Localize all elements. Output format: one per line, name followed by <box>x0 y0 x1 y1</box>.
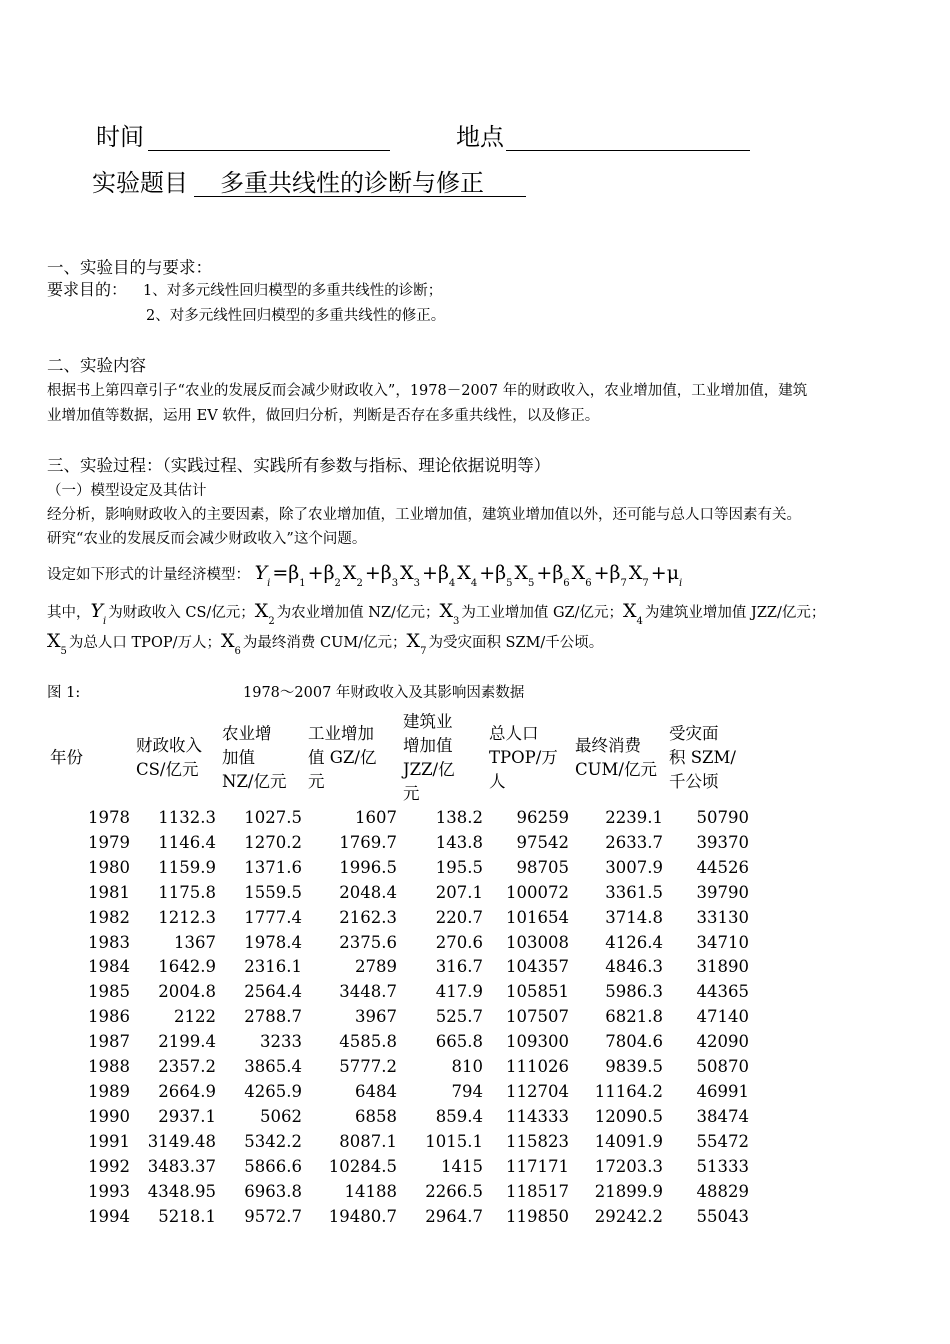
year-cell: 1990 <box>88 1106 130 1126</box>
table-cell: 1270.2 <box>244 832 302 852</box>
table-cell: 2788.7 <box>244 1007 302 1027</box>
table-cell: 3448.7 <box>339 982 397 1002</box>
table-cell: 104357 <box>506 957 569 977</box>
year-cell: 1982 <box>88 907 130 927</box>
table-row <box>44 955 749 980</box>
table-cell: 4846.3 <box>605 957 663 977</box>
table-cell: 4348.95 <box>147 1181 216 1201</box>
table-row <box>44 1030 749 1055</box>
table-cell: 9839.5 <box>605 1057 663 1077</box>
table-cell: 47140 <box>696 1007 749 1027</box>
variable-defs-line-2: $X_5$为总人口 TPOP/万人；$X_6$为最终消费 CUM/亿元；$X_7$为受灾面积 SZM/千公顷。 <box>47 630 604 657</box>
subsection-model: （一）模型设定及其估计 <box>47 483 207 499</box>
table-cell: 96259 <box>516 808 569 827</box>
table-cell: 794 <box>451 1081 483 1101</box>
table-row <box>44 980 749 1005</box>
content-line-1: 根据书上第四章引子“农业的发展反而会减少财政收入”，1978－2007 年的财政收入，农业增加值，工业增加值，建筑 <box>47 383 808 399</box>
table-cell: 2004.8 <box>158 982 216 1002</box>
table-cell: 6821.8 <box>605 1007 663 1027</box>
table-cell: 4126.4 <box>605 932 663 952</box>
table-row <box>44 1105 749 1130</box>
year-cell: 1983 <box>88 932 130 952</box>
column-header: 建筑业 增加值 JZZ/亿 元 <box>403 712 455 803</box>
table-cell: 859.4 <box>435 1106 483 1126</box>
table-cell: 6963.8 <box>244 1181 302 1201</box>
table-cell: 1642.9 <box>158 957 216 977</box>
column-header: 最终消费 CUM/亿元 <box>575 736 657 779</box>
time-blank[interactable] <box>148 150 390 151</box>
table-body <box>44 806 749 1229</box>
table-cell: 8087.1 <box>339 1131 397 1151</box>
table-cell: 29242.2 <box>594 1206 663 1226</box>
table-row <box>44 1055 749 1080</box>
table-cell: 111026 <box>506 1057 569 1077</box>
table-cell: 1607 <box>355 808 397 827</box>
table-cell: 2048.4 <box>339 882 397 902</box>
table-cell: 100072 <box>506 882 569 902</box>
column-header: 受灾面 积 SZM/ 千公顷 <box>669 724 736 791</box>
table-cell: 810 <box>451 1057 483 1077</box>
table-cell: 119850 <box>506 1206 569 1226</box>
table-cell: 3361.5 <box>605 882 663 902</box>
table-row <box>44 931 749 956</box>
table-cell: 2789 <box>355 957 397 977</box>
table-cell: 1371.6 <box>244 857 302 877</box>
table-cell: 6858 <box>355 1106 397 1126</box>
table-cell: 1559.5 <box>244 882 302 902</box>
model-label: 设定如下形式的计量经济模型： <box>47 567 250 583</box>
table-cell: 105851 <box>506 982 569 1002</box>
year-cell: 1992 <box>88 1156 130 1176</box>
year-cell: 1994 <box>88 1206 130 1226</box>
table-cell: 42090 <box>696 1032 749 1052</box>
table-cell: 44365 <box>696 982 749 1002</box>
table-cell: 10284.5 <box>328 1156 397 1176</box>
column-header: 财政收入 CS/亿元 <box>136 736 202 779</box>
data-table <box>44 710 749 1229</box>
year-cell: 1984 <box>88 957 130 977</box>
table-cell: 1769.7 <box>339 832 397 852</box>
table-cell: 98705 <box>516 857 569 877</box>
table-cell: 1978.4 <box>244 932 302 952</box>
table-cell: 316.7 <box>435 957 483 977</box>
table-cell: 17203.3 <box>594 1156 663 1176</box>
column-header: 农业增 加值 NZ/亿元 <box>222 724 287 791</box>
table-cell: 138.2 <box>435 808 483 827</box>
model-formula: 设定如下形式的计量经济模型： $Y_i =\beta_1 +\beta_2$ $X_2 +\beta_3$ $X_3 +\beta_4$ $X_4 +\beta_5$ $X_5 +\beta_6$ $X_6 +\beta_7$ $X_7 +\mu_i$ <box>47 562 683 589</box>
year-cell: 1993 <box>88 1181 130 1201</box>
table-row <box>44 1155 749 1180</box>
table-cell: 417.9 <box>435 982 483 1002</box>
table-cell: 1415 <box>441 1156 483 1176</box>
table-cell: 39790 <box>696 882 749 902</box>
column-header: 总人口 TPOP/万 人 <box>489 724 558 791</box>
table-cell: 114333 <box>506 1106 569 1126</box>
variable-defs-line-1: 其中，$Y_i$为财政收入 CS/亿元；$X_2$为农业增加值 NZ/亿元；$X_3$为工业增加值 GZ/亿元；$X_4$为建筑业增加值 JZZ/亿元； <box>47 600 826 627</box>
year-cell: 1978 <box>88 808 130 827</box>
table-cell: 44526 <box>696 857 749 877</box>
requirement-label: 要求目的： <box>47 280 128 299</box>
table-cell: 31890 <box>696 957 749 977</box>
year-cell: 1986 <box>88 1007 130 1027</box>
section2-title: 二、实验内容 <box>47 356 146 375</box>
table-cell: 112704 <box>506 1081 569 1101</box>
table-cell: 118517 <box>506 1181 569 1201</box>
table-cell: 2316.1 <box>244 957 302 977</box>
table-cell: 50870 <box>696 1057 749 1077</box>
figure-title: 1978～2007 年财政收入及其影响因素数据 <box>243 685 525 701</box>
figure-label: 图 1: <box>47 685 81 701</box>
table-row <box>44 806 749 831</box>
table-row <box>44 906 749 931</box>
year-cell: 1979 <box>88 832 130 852</box>
table-cell: 2162.3 <box>339 907 397 927</box>
table-row <box>44 881 749 906</box>
table-cell: 1996.5 <box>339 857 397 877</box>
table-cell: 3483.37 <box>147 1156 216 1176</box>
table-cell: 12090.5 <box>594 1106 663 1126</box>
table-cell: 101654 <box>506 907 569 927</box>
table-cell: 4585.8 <box>339 1032 397 1052</box>
table-row <box>44 1005 749 1030</box>
table-row <box>44 1180 749 1205</box>
table-cell: 109300 <box>506 1032 569 1052</box>
table-cell: 6484 <box>355 1081 397 1101</box>
table-cell: 48829 <box>696 1181 749 1201</box>
table-cell: 115823 <box>506 1131 569 1151</box>
table-cell: 14091.9 <box>594 1131 663 1151</box>
table-cell: 1132.3 <box>158 808 216 827</box>
table-cell: 5062 <box>260 1106 302 1126</box>
table-cell: 21899.9 <box>594 1181 663 1201</box>
table-cell: 3714.8 <box>605 907 663 927</box>
table-cell: 1159.9 <box>158 857 216 877</box>
content-line-2: 业增加值等数据，运用 EV 软件，做回归分析，判断是否存在多重共线性，以及修正。 <box>47 408 600 424</box>
table-cell: 19480.7 <box>328 1206 397 1226</box>
table-cell: 39370 <box>696 832 749 852</box>
time-label: 时间 <box>96 123 144 151</box>
table-row <box>44 1130 749 1155</box>
section1-title: 一、实验目的与要求： <box>47 258 212 277</box>
topic-value: 多重共线性的诊断与修正 <box>220 169 484 197</box>
table-cell: 103008 <box>506 932 569 952</box>
topic-underline <box>194 196 526 197</box>
table-cell: 2199.4 <box>158 1032 216 1052</box>
place-label: 地点 <box>456 123 504 151</box>
table-cell: 5986.3 <box>605 982 663 1002</box>
table-cell: 51333 <box>696 1156 749 1176</box>
table-cell: 7804.6 <box>605 1032 663 1052</box>
table-cell: 50790 <box>696 808 749 827</box>
table-cell: 117171 <box>506 1156 569 1176</box>
table-cell: 2633.7 <box>605 832 663 852</box>
table-cell: 55472 <box>696 1131 749 1151</box>
table-header-row <box>44 710 749 806</box>
table-cell: 2937.1 <box>158 1106 216 1126</box>
table-cell: 1146.4 <box>158 832 216 852</box>
table-cell: 97542 <box>516 832 569 852</box>
table-cell: 3149.48 <box>147 1131 216 1151</box>
table-cell: 3967 <box>355 1007 397 1027</box>
table-cell: 2564.4 <box>244 982 302 1002</box>
year-cell: 1988 <box>88 1057 130 1077</box>
table-cell: 2357.2 <box>158 1057 216 1077</box>
column-header: 工业增加 值 GZ/亿 元 <box>308 724 377 791</box>
table-cell: 9572.7 <box>244 1206 302 1226</box>
table-cell: 38474 <box>696 1106 749 1126</box>
table-cell: 2964.7 <box>425 1206 483 1226</box>
table-cell: 3233 <box>260 1032 302 1052</box>
table-cell: 2664.9 <box>158 1081 216 1101</box>
table-cell: 46991 <box>696 1081 749 1101</box>
column-header: 年份 <box>50 748 83 767</box>
table-cell: 5342.2 <box>244 1131 302 1151</box>
table-cell: 3007.9 <box>605 857 663 877</box>
table-cell: 14188 <box>344 1181 397 1201</box>
section3-title: 三、实验过程：（实践过程、实践所有参数与指标、理论依据说明等） <box>47 456 551 475</box>
table-cell: 2266.5 <box>425 1181 483 1201</box>
analysis-line-2: 研究“农业的发展反而会减少财政收入”这个问题。 <box>47 531 367 547</box>
table-cell: 270.6 <box>435 932 483 952</box>
place-blank[interactable] <box>506 150 750 151</box>
table-cell: 5218.1 <box>158 1206 216 1226</box>
table-cell: 2122 <box>174 1007 216 1027</box>
table-cell: 34710 <box>696 932 749 952</box>
topic-label: 实验题目 <box>92 169 188 197</box>
year-cell: 1987 <box>88 1032 130 1052</box>
table-cell: 1015.1 <box>425 1131 483 1151</box>
requirement-item-1: 1、对多元线性回归模型的多重共线性的诊断； <box>143 283 443 299</box>
table-cell: 2375.6 <box>339 932 397 952</box>
year-cell: 1991 <box>88 1131 130 1151</box>
table-cell: 107507 <box>506 1007 569 1027</box>
table-cell: 1175.8 <box>158 882 216 902</box>
table-cell: 2239.1 <box>605 808 663 827</box>
year-cell: 1981 <box>88 882 130 902</box>
requirement-item-2: 2、对多元线性回归模型的多重共线性的修正。 <box>146 308 446 324</box>
table-cell: 195.5 <box>435 857 483 877</box>
table-cell: 525.7 <box>435 1007 483 1027</box>
table-cell: 33130 <box>696 907 749 927</box>
table-row <box>44 1205 749 1230</box>
table-row <box>44 831 749 856</box>
table-cell: 11164.2 <box>594 1081 663 1101</box>
table-cell: 55043 <box>696 1206 749 1226</box>
table-cell: 5777.2 <box>339 1057 397 1077</box>
year-cell: 1980 <box>88 857 130 877</box>
table-cell: 1212.3 <box>158 907 216 927</box>
table-cell: 1027.5 <box>244 808 302 827</box>
table-cell: 5866.6 <box>244 1156 302 1176</box>
year-cell: 1989 <box>88 1081 130 1101</box>
table-row <box>44 856 749 881</box>
table-cell: 220.7 <box>435 907 483 927</box>
analysis-line-1: 经分析，影响财政收入的主要因素，除了农业增加值，工业增加值，建筑业增加值以外，还可能与总人口等因素有关。 <box>47 507 801 523</box>
table-cell: 1367 <box>174 932 216 952</box>
table-cell: 665.8 <box>435 1032 483 1052</box>
table-cell: 207.1 <box>435 882 483 902</box>
table-cell: 3865.4 <box>244 1057 302 1077</box>
table-row <box>44 1080 749 1105</box>
table-cell: 4265.9 <box>244 1081 302 1101</box>
table-cell: 143.8 <box>435 832 483 852</box>
table-cell: 1777.4 <box>244 907 302 927</box>
year-cell: 1985 <box>88 982 130 1002</box>
